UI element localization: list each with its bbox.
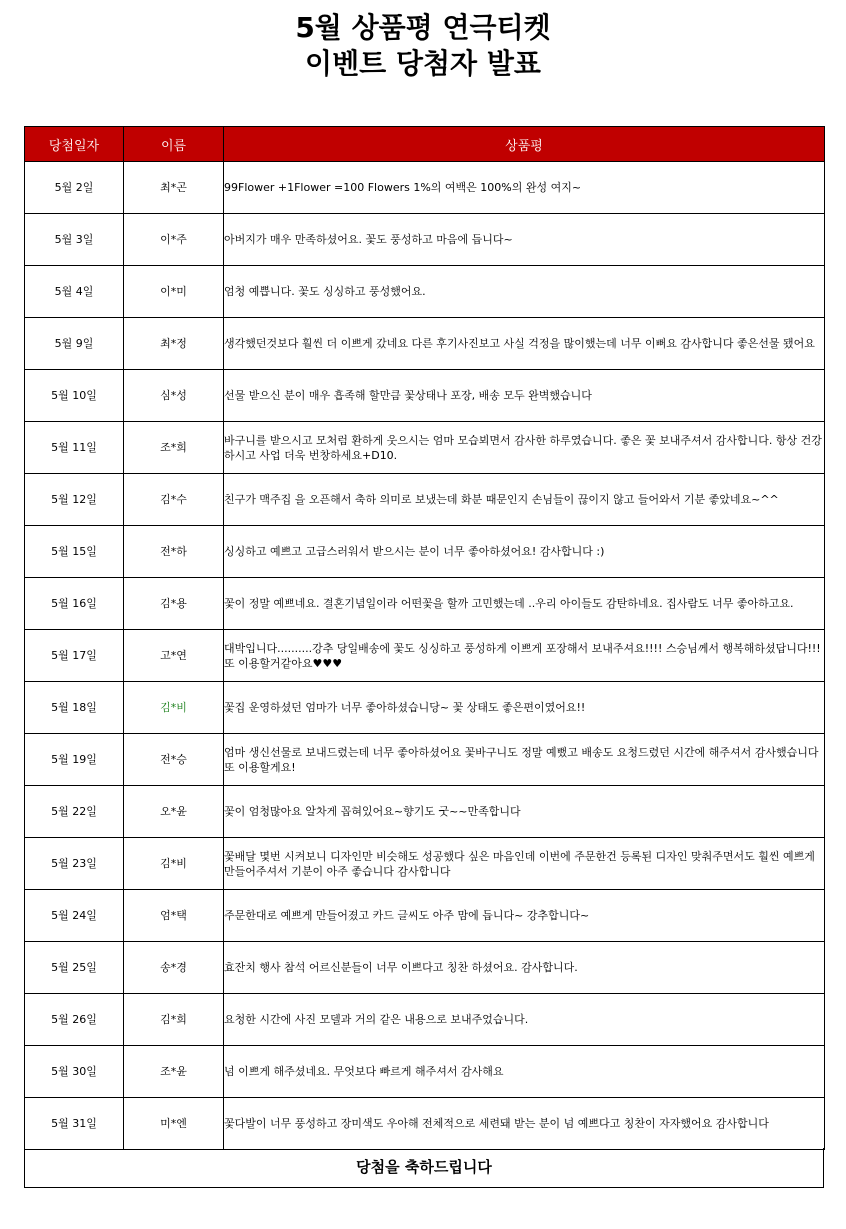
winner-name: 김*용 bbox=[124, 578, 224, 630]
table-row bbox=[25, 422, 825, 474]
winner-date: 5월 3일 bbox=[25, 214, 124, 266]
footer-congrats: 당첨을 축하드립니다 bbox=[24, 1148, 824, 1188]
winner-review: 꽃이 엄청많아요 알차게 꼽혀있어요~향기도 굿~~만족합니다 bbox=[224, 786, 825, 838]
winner-review: 바구니를 받으시고 모처럼 환하게 웃으시는 엄마 모습뵈면서 감사한 하루였습니다. 좋은 꽃 보내주셔서 감사합니다. 항상 건강하시고 사업 더욱 번창하세요+D10. bbox=[224, 422, 825, 474]
winner-review: 꽃집 운영하셨던 엄마가 너무 좋아하셨습니당~ 꽃 상태도 좋은편이였어요!! bbox=[224, 682, 825, 734]
winner-review: 선물 받으신 분이 매우 흡족해 할만큼 꽃상태나 포장, 배송 모두 완벽했습니다 bbox=[224, 370, 825, 422]
winner-date: 5월 9일 bbox=[25, 318, 124, 370]
winner-date: 5월 12일 bbox=[25, 474, 124, 526]
table-row bbox=[25, 1046, 825, 1098]
table-header-row bbox=[25, 127, 825, 162]
winner-name: 조*윤 bbox=[124, 1046, 224, 1098]
winner-review: 엄마 생신선물로 보내드렸는데 너무 좋아하셨어요 꽃바구니도 정말 예뻤고 배송도 요청드렸던 시간에 해주셔서 감사했습니다 또 이용할게요! bbox=[224, 734, 825, 786]
winner-date: 5월 11일 bbox=[25, 422, 124, 474]
page-subtitle: 이벤트 당첨자 발표 bbox=[305, 47, 541, 80]
header-name: 이름 bbox=[124, 127, 224, 162]
winner-name: 고*연 bbox=[124, 630, 224, 682]
winner-review: 요청한 시간에 사진 모델과 거의 같은 내용으로 보내주었습니다. bbox=[224, 994, 825, 1046]
header-review: 상품평 bbox=[224, 127, 825, 162]
table-row bbox=[25, 630, 825, 682]
table-row bbox=[25, 162, 825, 214]
winner-date: 5월 16일 bbox=[25, 578, 124, 630]
winner-date: 5월 31일 bbox=[25, 1098, 124, 1150]
table-body bbox=[25, 162, 825, 1150]
winner-name: 김*비 bbox=[124, 838, 224, 890]
table-row bbox=[25, 474, 825, 526]
winner-review: 아버지가 매우 만족하셨어요. 꽃도 풍성하고 마음에 듭니다~ bbox=[224, 214, 825, 266]
table-row bbox=[25, 266, 825, 318]
header-date: 당첨일자 bbox=[25, 127, 124, 162]
winner-date: 5월 2일 bbox=[25, 162, 124, 214]
table-row bbox=[25, 370, 825, 422]
winner-review: 넘 이쁘게 해주셨네요. 무엇보다 빠르게 해주셔서 감사해요 bbox=[224, 1046, 825, 1098]
winner-name: 심*성 bbox=[124, 370, 224, 422]
winner-name: 전*하 bbox=[124, 526, 224, 578]
winner-name: 최*정 bbox=[124, 318, 224, 370]
winner-review: 꽃다발이 너무 풍성하고 장미색도 우아해 전체적으로 세련돼 받는 분이 넘 예쁘다고 칭찬이 자자했어요 감사합니다 bbox=[224, 1098, 825, 1150]
winner-date: 5월 10일 bbox=[25, 370, 124, 422]
winner-date: 5월 26일 bbox=[25, 994, 124, 1046]
winner-date: 5월 25일 bbox=[25, 942, 124, 994]
winner-date: 5월 23일 bbox=[25, 838, 124, 890]
winner-name: 미*엔 bbox=[124, 1098, 224, 1150]
winner-date: 5월 24일 bbox=[25, 890, 124, 942]
winner-review: 99Flower +1Flower =100 Flowers 1%의 여백은 100%의 완성 여지~ bbox=[224, 162, 825, 214]
winner-review: 엄청 예쁩니다. 꽃도 싱싱하고 풍성했어요. bbox=[224, 266, 825, 318]
winner-date: 5월 18일 bbox=[25, 682, 124, 734]
winner-review: 대박입니다..........강추 당일배송에 꽃도 싱싱하고 풍성하게 이쁘게 포장해서 보내주셔요!!!! 스승님께서 행복해하셨답니다!!! 또 이용할거같아요♥♥♥ bbox=[224, 630, 825, 682]
table-row bbox=[25, 942, 825, 994]
table-row bbox=[25, 786, 825, 838]
winner-date: 5월 17일 bbox=[25, 630, 124, 682]
winner-review: 꽃이 정말 예쁘네요. 결혼기념일이라 어떤꽃을 할까 고민했는데 ..우리 아이들도 감탄하네요. 집사람도 너무 좋아하고요. bbox=[224, 578, 825, 630]
winner-review: 싱싱하고 예쁘고 고급스러워서 받으시는 분이 너무 좋아하셨어요! 감사합니다 :) bbox=[224, 526, 825, 578]
table-row bbox=[25, 578, 825, 630]
table-row bbox=[25, 734, 825, 786]
winner-review: 꽃배달 몇번 시켜보니 디자인만 비슷해도 성공했다 싶은 마음인데 이번에 주문한건 등록된 디자인 맞춰주면서도 훨씬 예쁘게 만들어주셔서 기분이 아주 좋습니다 감사합니다 bbox=[224, 838, 825, 890]
page-title: 5월 상품평 연극티켓 bbox=[295, 11, 551, 44]
winner-date: 5월 19일 bbox=[25, 734, 124, 786]
table-row bbox=[25, 838, 825, 890]
winner-name: 이*미 bbox=[124, 266, 224, 318]
winner-name: 전*승 bbox=[124, 734, 224, 786]
table-row bbox=[25, 682, 825, 734]
winner-name: 이*주 bbox=[124, 214, 224, 266]
winner-review: 생각했던것보다 훨씬 더 이쁘게 갔네요 다른 후기사진보고 사실 걱정을 많이했는데 너무 이뻐요 감사합니다 좋은선물 됐어요 bbox=[224, 318, 825, 370]
winner-name: 김*수 bbox=[124, 474, 224, 526]
winner-date: 5월 15일 bbox=[25, 526, 124, 578]
winner-date: 5월 4일 bbox=[25, 266, 124, 318]
table-row bbox=[25, 214, 825, 266]
winner-date: 5월 22일 bbox=[25, 786, 124, 838]
winners-table bbox=[24, 126, 825, 1150]
winner-name: 송*경 bbox=[124, 942, 224, 994]
winner-review: 친구가 맥주집 을 오픈해서 축하 의미로 보냈는데 화분 때문인지 손님들이 끊이지 않고 들어와서 기분 좋았네요~^^ bbox=[224, 474, 825, 526]
table-row bbox=[25, 1098, 825, 1150]
winner-name: 최*곤 bbox=[124, 162, 224, 214]
winner-name: 오*윤 bbox=[124, 786, 224, 838]
table-row bbox=[25, 526, 825, 578]
winner-name: 김*희 bbox=[124, 994, 224, 1046]
winner-name: 엄*택 bbox=[124, 890, 224, 942]
winner-review: 효잔치 행사 참석 어르신분들이 너무 이쁘다고 칭찬 하셨어요. 감사합니다. bbox=[224, 942, 825, 994]
winner-name: 김*비 bbox=[124, 682, 224, 734]
winner-name: 조*희 bbox=[124, 422, 224, 474]
table-row bbox=[25, 318, 825, 370]
winner-review: 주문한대로 예쁘게 만들어졌고 카드 글씨도 아주 맘에 듭니다~ 강추합니다~ bbox=[224, 890, 825, 942]
winner-date: 5월 30일 bbox=[25, 1046, 124, 1098]
table-row bbox=[25, 890, 825, 942]
table-row bbox=[25, 994, 825, 1046]
